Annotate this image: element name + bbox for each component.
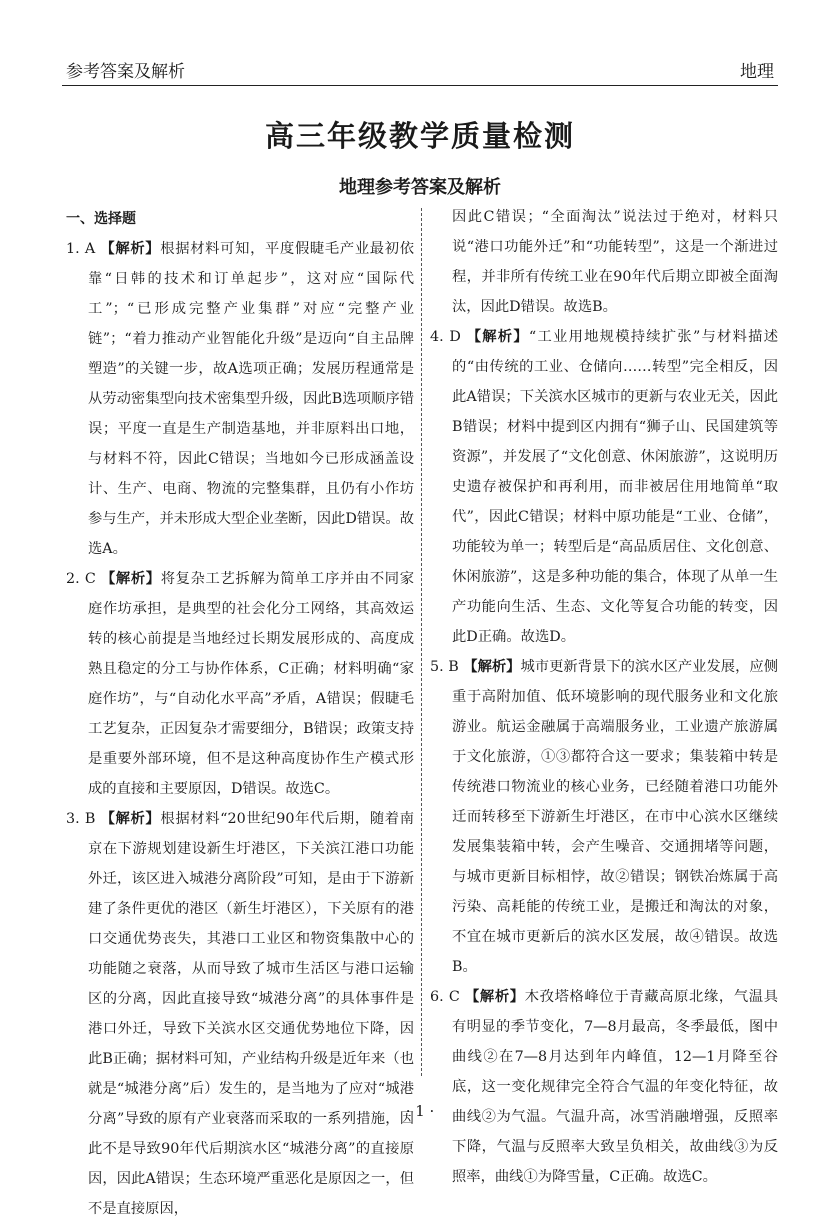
- answer-item-3-continued: 因此C错误；“全面淘汰”说法过于绝对，材料只说“港口功能外迁”和“功能转型”，这是一个渐进过程，并非所有传统工业在90年代后期立即被全面淘汰，因此D错误。故选B。: [452, 209, 778, 315]
- answer-text: 木孜塔格峰位于青藏高原北缘，气温具有明显的季节变化，7—8月最高，冬季最低，图中曲线②在7—8月达到年内峰值，12—1月降至谷底，这一变化规律完全符合气温的年变化特征，故曲线②为气温。气温升高，冰雪消融增强，反照率下降，气温与反照率大致呈负相关，故曲线③为反照率，曲线①为降雪量，C正确。故选C。: [452, 989, 778, 1185]
- answer-number: 1. A: [66, 241, 96, 257]
- answer-number: 5. B: [430, 659, 459, 675]
- answer-item-1: [66, 234, 414, 564]
- header-left: 参考答案及解析: [66, 62, 185, 82]
- answer-item-3: [66, 804, 414, 1224]
- answer-item-5: [430, 652, 778, 982]
- analysis-tag: 【解析】: [466, 329, 529, 345]
- section-title: 一、选择题: [66, 211, 136, 227]
- analysis-tag: 【解析】: [463, 659, 521, 675]
- answer-number: 2. C: [66, 571, 96, 587]
- answer-text: “工业用地规模持续扩张”与材料描述的“由传统的工业、仓储向……转型”完全相反，因此A错误；下关滨水区城市的更新与农业无关，因此B错误；材料中提到区内拥有“狮子山、民国建筑等资源”，并发展了“文化创意、休闲旅游”，这说明历史遗存被保护和再利用，而非被居住用地简单“取代”，因此C错误；材料中原功能是“工业、仓储”，功能较为单一；转型后是“高品质居住、文化创意、休闲旅游”，这是多种功能的集合，体现了从单一生产功能向生活、生态、文化等复合功能的转变，因此D正确。故选D。: [452, 329, 778, 645]
- right-column: [430, 202, 778, 1192]
- answer-number: 3. B: [66, 811, 96, 827]
- answer-text: 将复杂工艺拆解为简单工序并由不同家庭作坊承担，是典型的社会化分工网络，其高效运转的核心前提是当地经过长期发展形成的、高度成熟且稳定的分工与协作体系，C正确；材料明确“家庭作坊”，与“自动化水平高”矛盾，A错误；假睫毛工艺复杂，正因复杂才需要细分，B错误；政策支持是重要外部环境，但不是这种高度协作生产模式形成的直接和主要原因，D错误。故选C。: [88, 571, 414, 797]
- page-subtitle: 地理参考答案及解析: [339, 177, 501, 198]
- answer-item-6: [430, 982, 778, 1192]
- column-divider: [421, 208, 422, 1076]
- analysis-tag: 【解析】: [100, 241, 161, 257]
- header-right: 地理: [740, 62, 774, 82]
- analysis-tag: 【解析】: [464, 989, 525, 1005]
- answer-item-2: [66, 564, 414, 804]
- answer-number: 6. C: [430, 989, 460, 1005]
- answer-item-4: [430, 322, 778, 652]
- analysis-tag: 【解析】: [100, 571, 161, 587]
- answer-text-part1: 根据材料“20世纪90年代后期，随着南京在下游规划建设新生圩港区，下关滨江港口功能外迁，该区进入城港分离阶段”可知，是由于下游新建了条件更优的港区（新生圩港区），下关原有的港口交通优势丧失，其港口工业区和物资集散中心的功能随之衰落，从而导致了城市生活区与港口运输区的分离，因此直接导致“城港分离”的具体事件是港口外迁，导致下关滨水区交通优势地位下降，因此B正确；据材料可知，产业结构升级是近年来（也就是“城港分离”后）发生的，是当地为了应对“城港分离”导致的原有产业衰落而采取的一系列措施，因此不是导致90年代后期滨水区“城港分离”的直接原因，因此A错误；生态环境严重恶化是原因之一，但不是直接原因，: [88, 811, 415, 1217]
- analysis-tag: 【解析】: [100, 811, 161, 827]
- header-rule: [62, 85, 778, 86]
- page-title: 高三年级教学质量检测: [264, 119, 575, 153]
- page-number: · 1 ·: [405, 1102, 435, 1120]
- left-column: [66, 204, 414, 1224]
- answer-text: 根据材料可知，平度假睫毛产业最初依靠“日韩的技术和订单起步”，这对应“国际代工”；“已形成完整产业集群”对应“完整产业链”；“着力推动产业智能化升级”是迈向“自主品牌塑造”的关键一步，故A选项正确；发展历程通常是从劳动密集型向技术密集型升级，因此B选项顺序错误；平度一直是生产制造基地，并非原料出口地，与材料不符，因此C错误；当地如今已形成涵盖设计、生产、电商、物流的完整集群，且仍有小作坊参与生产，并未形成大型企业垄断，因此D错误。故选A。: [88, 241, 415, 557]
- page-header: [66, 52, 774, 82]
- answer-text: 城市更新背景下的滨水区产业发展，应侧重于高附加值、低环境影响的现代服务业和文化旅游业。航运金融属于高端服务业，工业遗产旅游属于文化旅游，①③都符合这一要求；集装箱中转是传统港口物流业的核心业务，已经随着港口功能外迁而转移至下游新生圩港区，在市中心滨水区继续发展集装箱中转，会产生噪音、交通拥堵等问题，与城市更新目标相悖，故②错误；钢铁冶炼属于高污染、高耗能的传统工业，是搬迁和淘汰的对象，不宜在城市更新后的滨水区发展，故④错误。故选B。: [452, 659, 779, 975]
- answer-number: 4. D: [430, 329, 461, 345]
